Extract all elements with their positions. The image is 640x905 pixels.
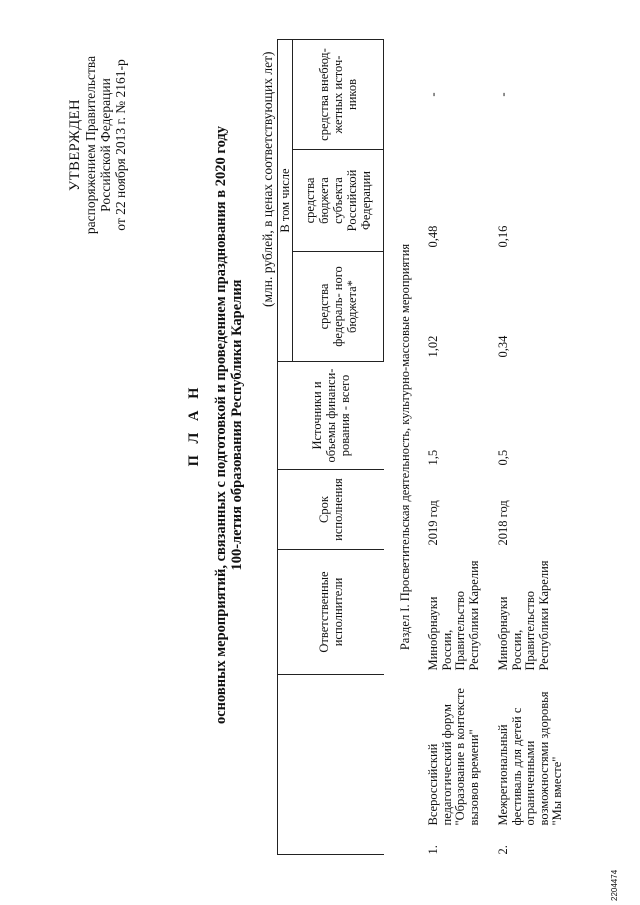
- row-extrabudget: -: [496, 92, 510, 97]
- section-heading: Раздел I. Просветительская деятельность, культурно-массовые мероприятия: [398, 243, 412, 651]
- row-total: 0,5: [496, 449, 510, 466]
- approval-title: УТВЕРЖДЕН: [67, 99, 83, 191]
- plan-subtitle-line-1: основных мероприятий, связанных с подготовкой и проведением празднования в 2020 году: [213, 125, 229, 725]
- row-extrabudget: -: [426, 92, 440, 97]
- plan-subtitle-line-2: 100-летия образования Республики Карелия: [229, 279, 245, 571]
- row-number: 2.: [496, 845, 510, 855]
- row-regional: 0,48: [426, 225, 440, 248]
- units-note: (млн. рублей, в ценах соответствующих лет): [260, 51, 275, 307]
- header-total: Источники и объемы финанси- рования - всего: [278, 362, 384, 470]
- header-executors: Ответственные исполнители: [278, 550, 384, 675]
- row-total: 1,5: [426, 449, 440, 466]
- row-deadline: 2019 год: [426, 500, 440, 546]
- plan-table: [277, 39, 575, 855]
- approval-line-4: от 22 ноября 2013 г. № 2161-р: [113, 59, 128, 231]
- header-deadline: Срок исполнения: [278, 470, 384, 550]
- header-including: В том числе: [278, 40, 293, 362]
- row-executors: Минобрнауки России, Правительство Республики Карелия: [496, 560, 551, 671]
- header-num-blank: [278, 830, 384, 855]
- approval-stamp: [68, 25, 128, 265]
- row-regional: 0,16: [496, 225, 510, 248]
- page-identifier: 2204474: [610, 869, 619, 901]
- plan-subtitle: [213, 25, 245, 825]
- row-event-name: Межрегиональный фестиваль для детей с ограниченными возможностями здоровья "Мы вместе": [496, 691, 564, 826]
- header-extrabudget: средства внебюд- жетных источ- ников: [293, 40, 384, 150]
- approval-line-3: Российской Федерации: [98, 78, 113, 212]
- row-federal: 1,02: [426, 335, 440, 358]
- approval-line-2: распоряжением Правительства: [83, 55, 98, 235]
- row-federal: 0,34: [496, 335, 510, 358]
- row-executors: Минобрнауки России, Правительство Республики Карелия: [426, 560, 481, 671]
- row-number: 1.: [426, 845, 440, 855]
- table-row: [421, 40, 491, 855]
- row-event-name: Всероссийский педагогический форум "Образование в контексте вызовов времени": [426, 688, 481, 826]
- header-name-blank: [278, 675, 384, 830]
- header-federal: средства федераль- ного бюджета*: [293, 252, 384, 362]
- row-deadline: 2018 год: [496, 500, 510, 546]
- header-regional: средства бюджета субъекта Российской Федерации: [293, 150, 384, 252]
- table-row: [491, 40, 575, 855]
- plan-title: П Л А Н: [186, 383, 202, 467]
